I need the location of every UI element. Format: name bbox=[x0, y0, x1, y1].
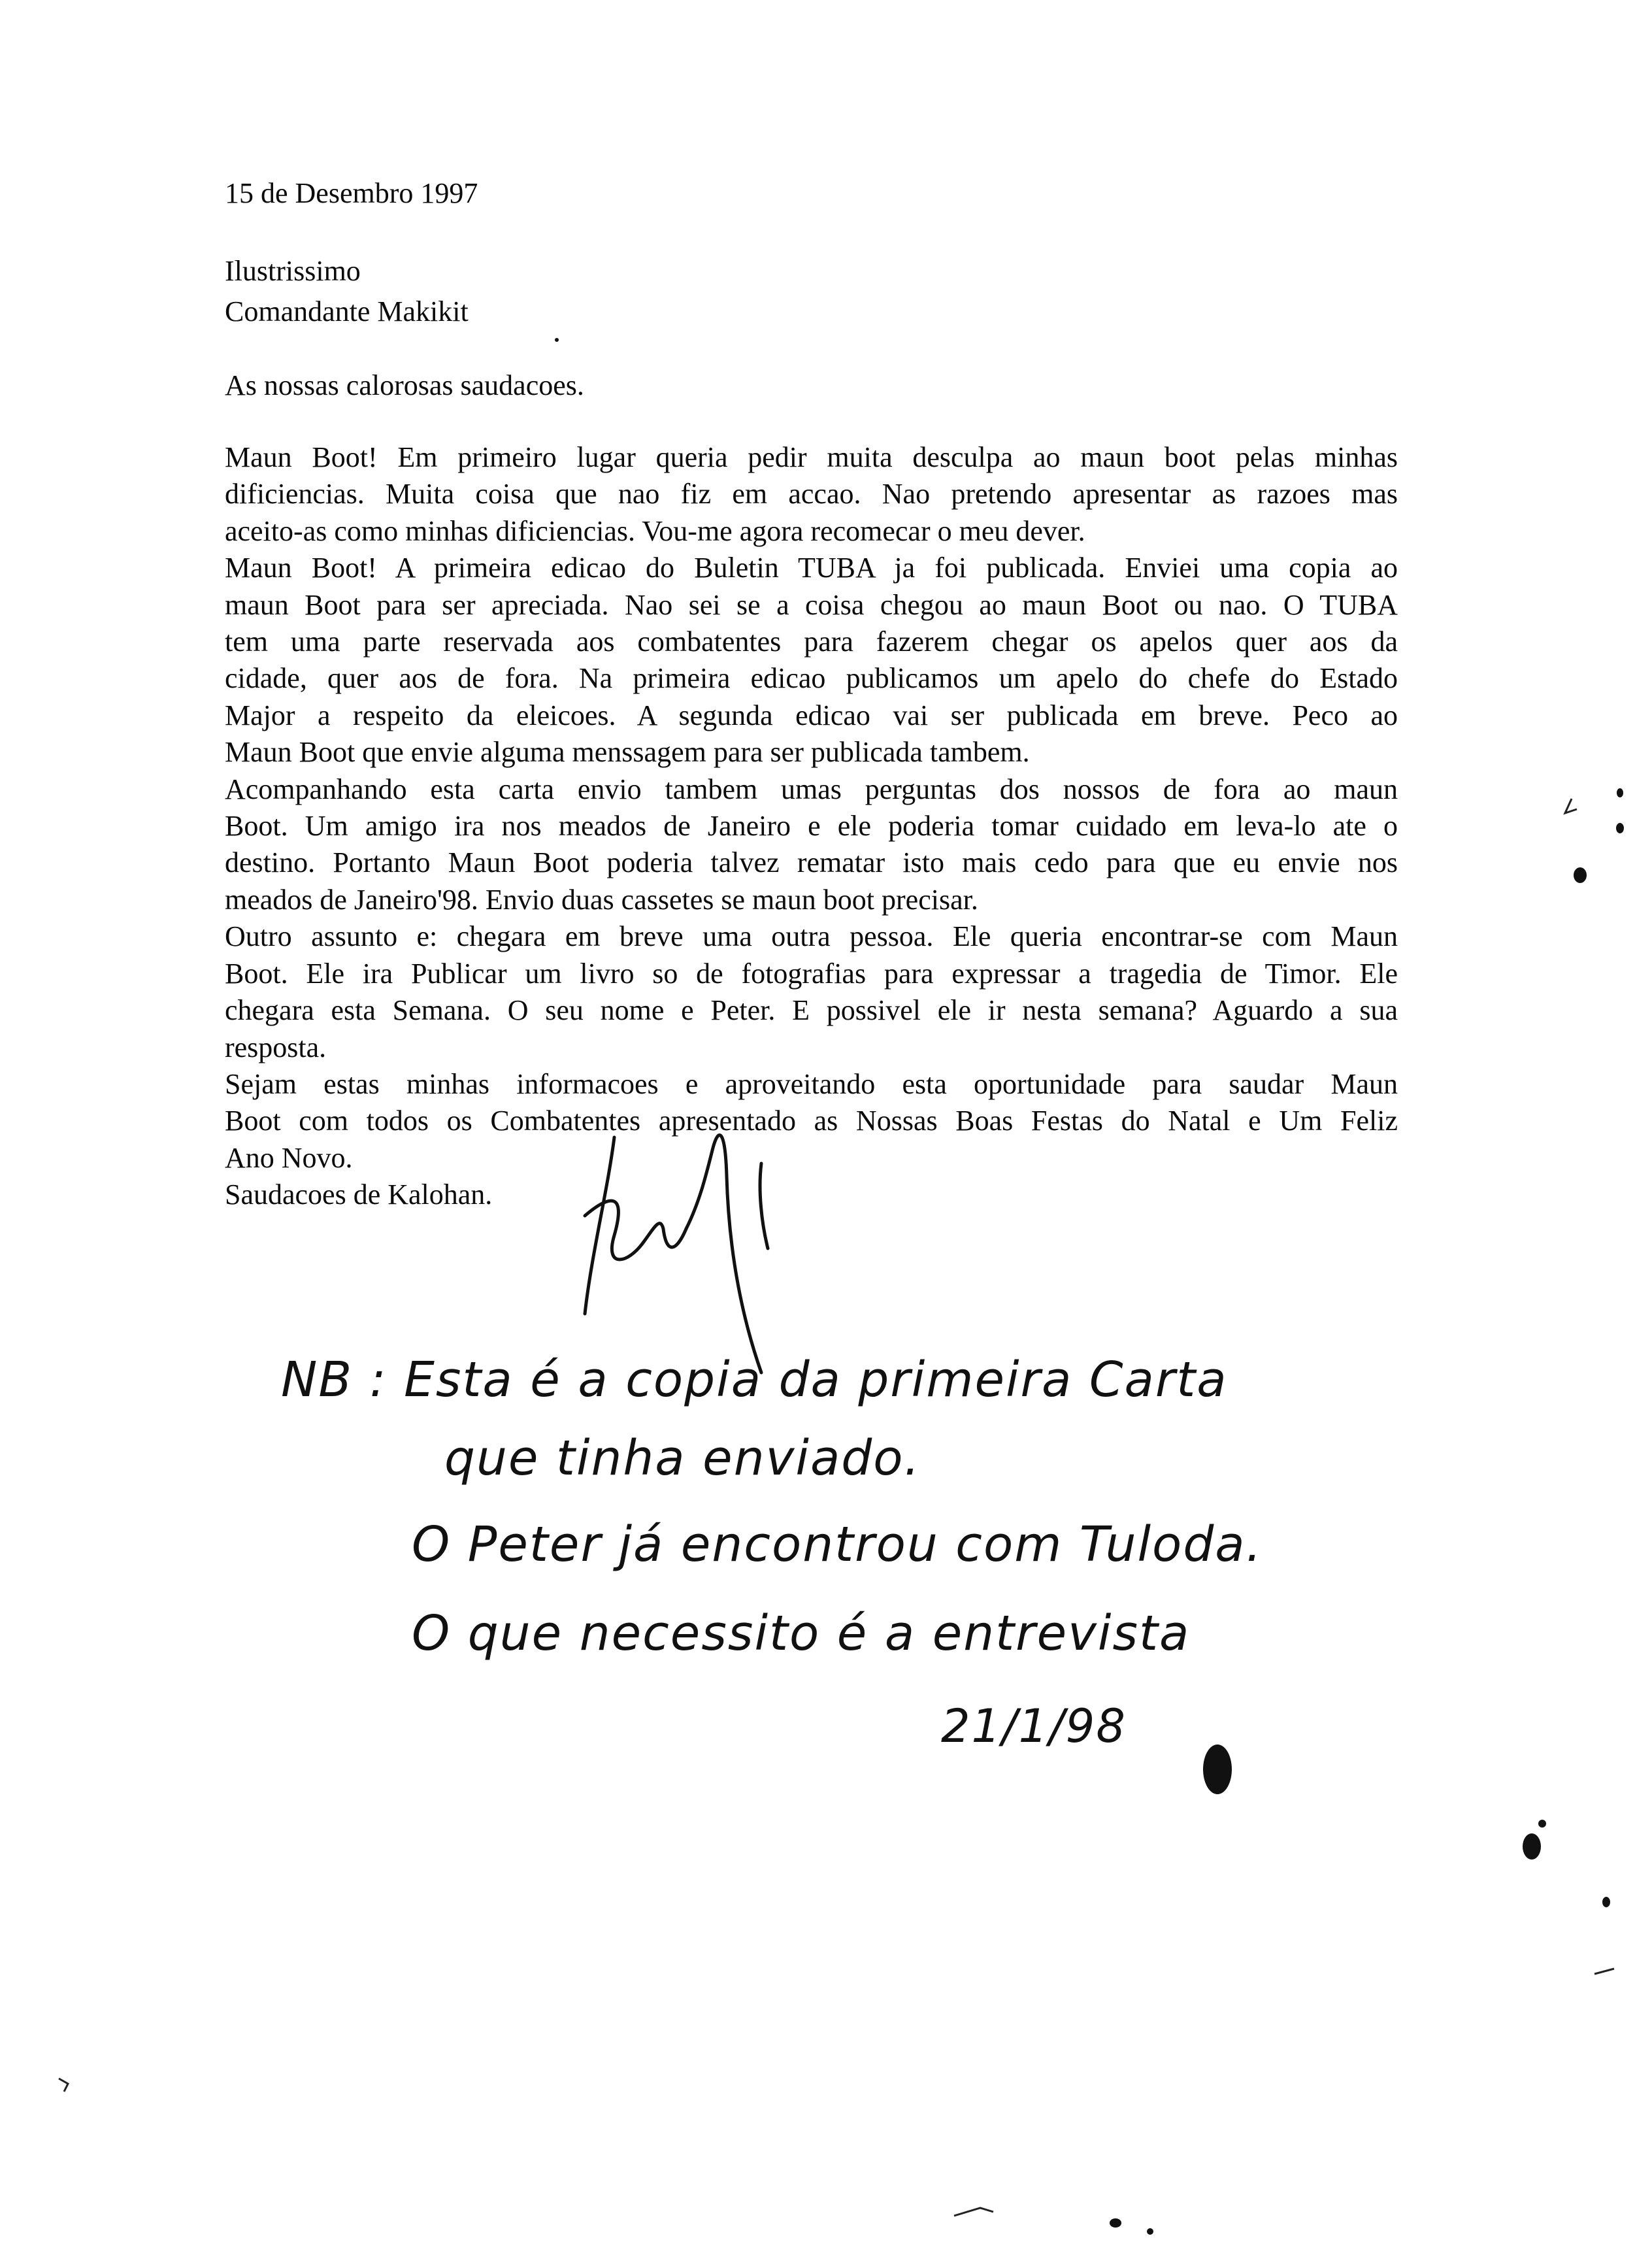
body-line: Outro assunto e: chegara em breve uma outra pessoa. Ele queria encontrar-se com Maun bbox=[225, 920, 1398, 953]
body-line: resposta. bbox=[225, 1031, 327, 1063]
body-line: Maun Boot! Em primeiro lugar queria pedir muita desculpa ao maun boot pelas minhas bbox=[225, 441, 1398, 473]
body-line: Boot. Um amigo ira nos meados de Janeiro e ele poderia tomar cuidado em leva-lo ate o bbox=[225, 810, 1398, 843]
body-line: dificiencias. Muita coisa que nao fiz em accao. Nao pretendo apresentar as razoes mas bbox=[225, 478, 1398, 510]
body-line: Maun Boot! A primeira edicao do Buletin TUBA ja foi publicada. Enviei uma copia ao bbox=[225, 552, 1398, 584]
body-line: Major a respeito da eleicoes. A segunda edicao vai ser publicada em breve. Peco ao bbox=[225, 699, 1398, 731]
recipient-title: Ilustrissimo bbox=[225, 255, 361, 287]
smudge-marks bbox=[59, 799, 1614, 2216]
body-line: cidade, quer aos de fora. Na primeira edicao publicamos um apelo do chefe do Estado bbox=[225, 662, 1398, 695]
handwritten-note-line: O Peter já encontrou com Tuloda. bbox=[412, 1516, 1263, 1573]
body-line: Boot com todos os Combatentes apresentado as Nossas Boas Festas do Natal e Um Feliz bbox=[225, 1105, 1398, 1137]
body-line: Sejam estas minhas informacoes e aproveitando esta oportunidade para saudar Maun bbox=[225, 1067, 1398, 1100]
body-line: meados de Janeiro'98. Envio duas cassetes se maun boot precisar. bbox=[225, 883, 978, 916]
body-line: maun Boot para ser apreciada. Nao sei se a coisa chegou ao maun Boot ou nao. O TUBA bbox=[225, 588, 1398, 621]
letter-date: 15 de Desembro 1997 bbox=[225, 177, 478, 209]
handwritten-date: 21/1/98 bbox=[941, 1699, 1127, 1753]
body-line: Maun Boot que envie alguma menssagem para ser publicada tambem. bbox=[225, 736, 1030, 769]
body-line: Acompanhando esta carta envio tambem umas perguntas dos nossos de fora ao maun bbox=[225, 773, 1398, 805]
handwritten-note-line: que tinha enviado. bbox=[444, 1430, 921, 1486]
body-line: chegara esta Semana. O seu nome e Peter. E possivel ele ir nesta semana? Aguardo a sua bbox=[225, 994, 1398, 1027]
handwritten-note-line: O que necessito é a entrevista bbox=[412, 1605, 1191, 1662]
body-line: Boot. Ele ira Publicar um livro so de fotografias para expressar a tragedia de Timor. Ele bbox=[225, 957, 1398, 990]
recipient-name: Comandante Makikit bbox=[225, 295, 469, 327]
signature bbox=[585, 1135, 768, 1373]
body-line: Ano Novo. bbox=[225, 1141, 353, 1174]
body-line: destino. Portanto Maun Boot poderia talvez rematar isto mais cedo para que eu envie nos bbox=[225, 846, 1398, 879]
body-line: Saudacoes de Kalohan. bbox=[225, 1178, 493, 1211]
greeting: As nossas calorosas saudacoes. bbox=[225, 369, 584, 401]
body-line: aceito-as como minhas dificiencias. Vou-me agora recomecar o meu dever. bbox=[225, 514, 1085, 547]
body-line: tem uma parte reservada aos combatentes para fazerem chegar os apelos quer aos da bbox=[225, 626, 1398, 658]
ink-blots bbox=[555, 338, 1624, 2235]
handwritten-note-line: NB : Esta é a copia da primeira Carta bbox=[281, 1352, 1228, 1408]
